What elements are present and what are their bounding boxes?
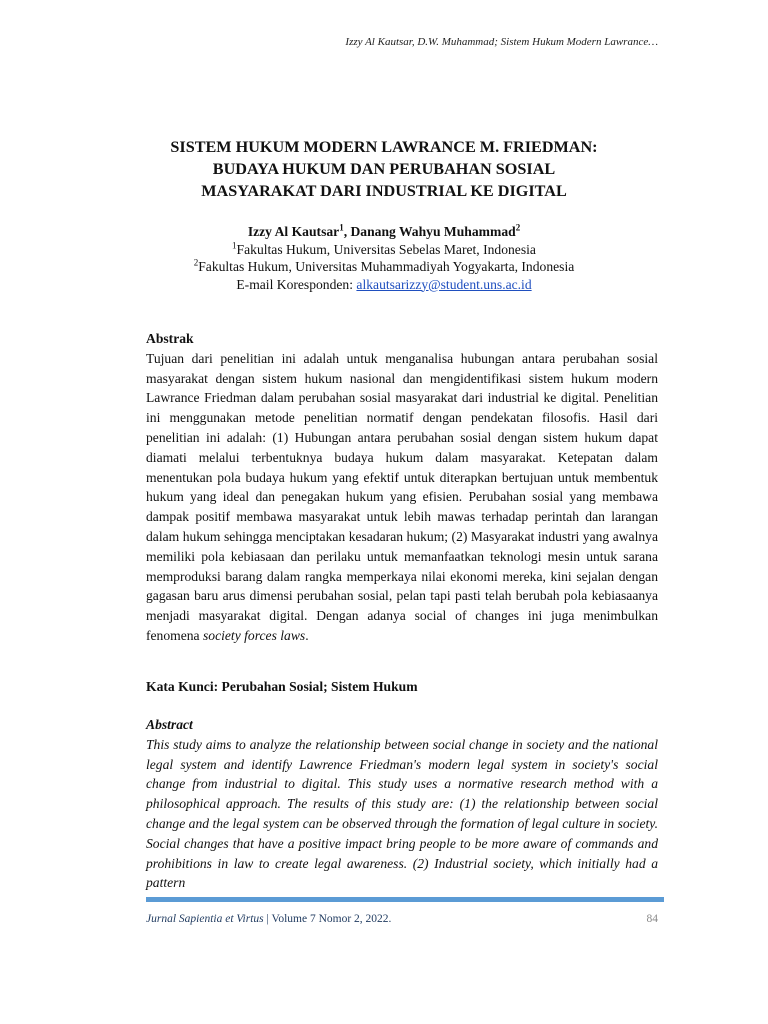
abstract-body: This study aims to analyze the relationship between social change in society and the national legal system and identify Lawrence Friedman's modern legal system in society's social change from industrial to digital. This study uses a normative research method with a philosophical approach. The results of this study are: (1) the relationship between social change and the legal system can be observed through the formation of legal culture in society. Social changes that have a positive impact bring people to be more aware of commands and prohibitions in law to create legal awareness. (2) Industrial society, which initially had a pattern: [146, 736, 658, 891]
affiliation-marker: 1: [232, 239, 237, 250]
affiliation-marker: 1: [339, 222, 344, 233]
affiliation-marker: 2: [193, 257, 199, 268]
title-line: MASYARAKAT DARI INDUSTRIAL KE DIGITAL: [201, 182, 567, 200]
abstrak-italic-term: society forces laws: [203, 627, 306, 643]
affiliation-marker: 2: [515, 222, 521, 233]
abstract-heading: Abstract: [146, 717, 193, 732]
title-line: SISTEM HUKUM MODERN LAWRANCE M. FRIEDMAN:: [170, 138, 598, 156]
journal-volume: Volume 7 Nomor 2, 2022.: [271, 913, 392, 925]
footer-separator: |: [263, 913, 272, 925]
affiliation-text: Fakultas Hukum, Universitas Muhammadiyah Yogyakarta, Indonesia: [198, 259, 575, 274]
author-separator: ,: [343, 224, 351, 239]
affiliation-2: [130, 258, 638, 276]
keywords: Kata Kunci: Perubahan Sosial; Sistem Hukum: [146, 679, 418, 694]
abstrak-text: Tujuan dari penelitian ini adalah untuk menganalisa hubungan antara perubahan sosial masyarakat dengan sistem hukum nasional dan mengidentifikasi sistem hukum modern Lawrance Friedman dalam perubahan sosial masyarakat dari industrial ke digital. Penelitian ini menggunakan metode penelitian normatif dengan pendekatan filosofis. Hasil dari penelitian ini adalah: (1) Hubungan antara perubahan sosial dengan sistem hukum dapat diamati melalui terbentuknya budaya hukum dalam masyarakat. Ketepatan dalam menentukan pola budaya hukum yang efektif untuk diterapkan bertujuan untuk membentuk hukum yang ideal dan penegakan hukum yang efisien. Perubahan sosial yang membawa dampak positif membawa masyarakat untuk lebih mawas terhadap perintah dan larangan dalam hukum sehingga menciptakan kesadaran hukum; (2) Masyarakat industri yang awalnya memiliki pola kebiasaan dan perilaku untuk memanfaatkan teknologi mesin untuk sarana memproduksi barang dalam rangka memperkaya nilai ekonomi mereka, kini sejalan dengan gagasan baru arus dimensi perubahan sosial, pelan tapi pasti telah berubah pola kebiasaanya menjadi masyarakat digital. Dengan adanya social of changes ini juga menimbulkan fenomena: [146, 350, 658, 643]
page-number: 84: [646, 913, 658, 925]
paper-title: [130, 136, 638, 202]
email-link[interactable]: alkautsarizzy@student.uns.ac.id: [356, 276, 532, 292]
footer-rule: [146, 897, 664, 902]
affiliation-1: [130, 241, 638, 259]
abstrak-section: [146, 329, 658, 646]
abstrak-text-end: .: [305, 627, 309, 643]
journal-name: Jurnal Sapientia et Virtus: [146, 913, 264, 925]
title-line: BUDAYA HUKUM DAN PERUBAHAN SOSIAL: [212, 160, 556, 178]
abstrak-heading: Abstrak: [146, 331, 194, 346]
author-block: [130, 223, 638, 293]
abstract-section: [146, 715, 658, 893]
author-name: Danang Wahyu Muhammad: [350, 224, 516, 239]
author-name: Izzy Al Kautsar: [247, 224, 340, 239]
abstrak-body: [146, 349, 658, 646]
email-label: E-mail Koresponden:: [236, 276, 357, 292]
correspondence: [130, 276, 638, 294]
page-footer: [146, 913, 658, 925]
affiliation-text: Fakultas Hukum, Universitas Sebelas Maret, Indonesia: [236, 241, 536, 257]
author-names: [130, 223, 638, 241]
running-header: Izzy Al Kautsar, D.W. Muhammad; Sistem Hukum Modern Lawrance…: [345, 36, 658, 48]
